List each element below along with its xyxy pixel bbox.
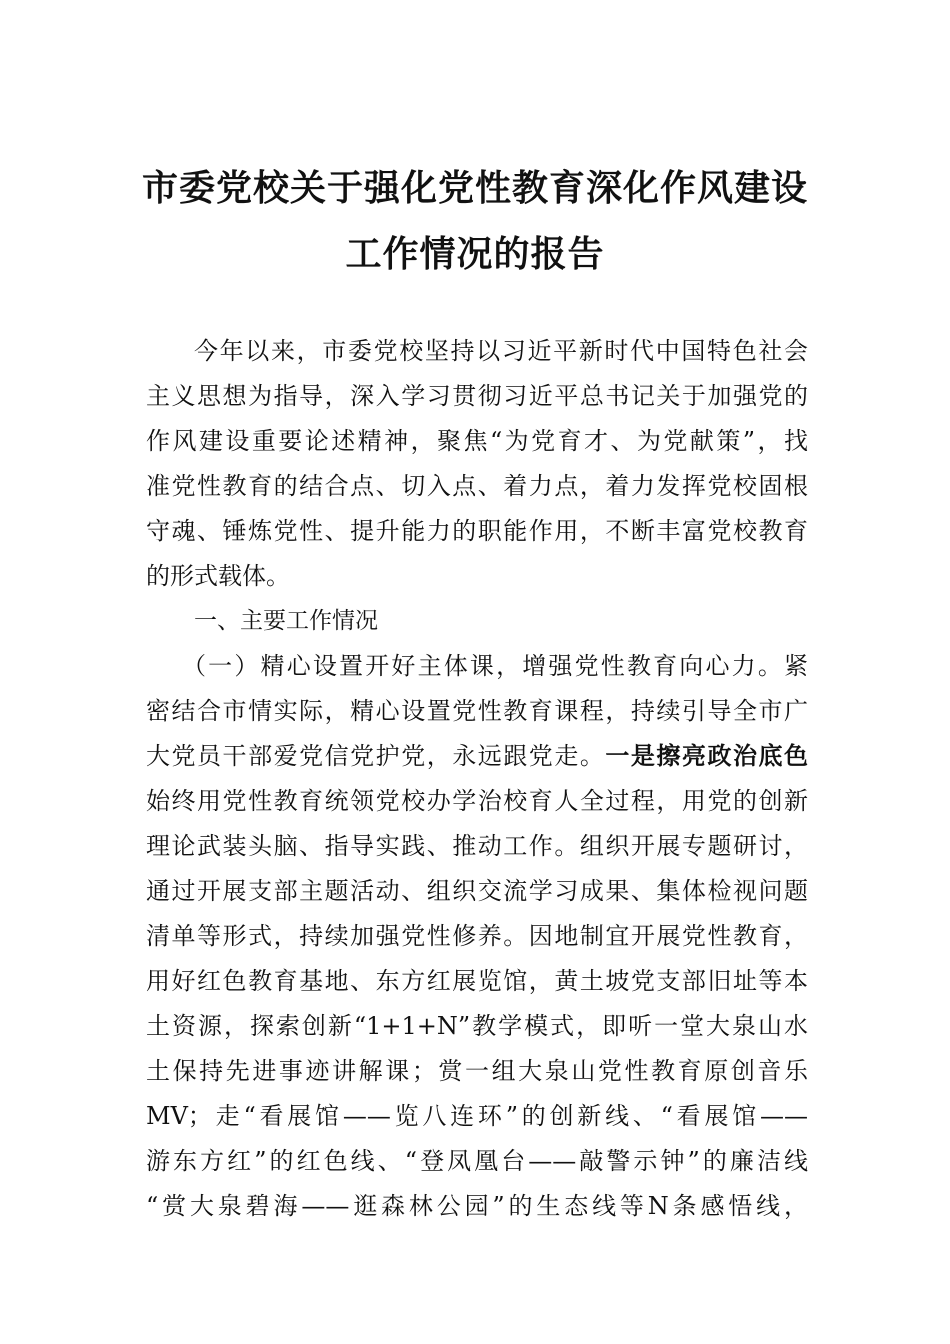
body-paragraph-line: 清单等形式，持续加强党性修养。因地制宜开展党性教育， — [146, 922, 808, 950]
subsection-line: （一）精心设置开好主体课，增强党性教育向心力。紧 — [182, 652, 808, 680]
intro-paragraph-line: 准党性教育的结合点、切入点、着力点，着力发挥党校固根 — [146, 472, 808, 500]
subsection-line-mixed — [146, 741, 808, 771]
bold-emphasis-text: 一是擦亮政治底色 — [605, 741, 808, 770]
body-paragraph-line: 通过开展支部主题活动、组织交流学习成果、集体检视问题 — [146, 877, 808, 905]
body-paragraph-line: 游东方红”的红色线、“登凤凰台——敲警示钟”的廉洁线 — [146, 1147, 808, 1175]
intro-paragraph-line: 的形式载体。 — [146, 562, 290, 590]
body-paragraph-line: MV；走“看展馆——览八连环”的创新线、“看展馆—— — [146, 1102, 808, 1130]
body-paragraph-line: 用好红色教育基地、东方红展览馆，黄土坡党支部旧址等本 — [146, 967, 808, 995]
body-paragraph-line: 理论武装头脑、指导实践、推动工作。组织开展专题研讨， — [146, 832, 808, 860]
section-heading: 一、主要工作情况 — [194, 608, 378, 634]
body-paragraph-line: 始终用党性教育统领党校办学治校育人全过程，用党的创新 — [146, 787, 808, 815]
document-title-line-1: 市委党校关于强化党性教育深化作风建设 — [141, 167, 808, 209]
body-paragraph-line: 土资源，探索创新“1+1+N”教学模式，即听一堂大泉山水 — [146, 1012, 808, 1040]
intro-paragraph-line: 作风建设重要论述精神，聚焦“为党育才、为党献策”，找 — [146, 427, 808, 455]
subsection-line: 密结合市情实际，精心设置党性教育课程，持续引导全市广 — [146, 697, 808, 725]
body-paragraph-line: “赏大泉碧海——逛森林公园”的生态线等N条感悟线， — [146, 1192, 808, 1220]
body-paragraph-line: 土保持先进事迹讲解课；赏一组大泉山党性教育原创音乐 — [146, 1057, 808, 1085]
subsection-text: 大党员干部爱党信党护党，永远跟党走。 — [146, 742, 606, 770]
intro-paragraph-line: 主义思想为指导，深入学习贯彻习近平总书记关于加强党的 — [146, 382, 808, 410]
document-title-line-2: 工作情况的报告 — [345, 233, 605, 275]
intro-paragraph-line: 守魂、锤炼党性、提升能力的职能作用，不断丰富党校教育 — [146, 517, 808, 545]
intro-paragraph-line: 今年以来，市委党校坚持以习近平新时代中国特色社会 — [194, 337, 808, 365]
